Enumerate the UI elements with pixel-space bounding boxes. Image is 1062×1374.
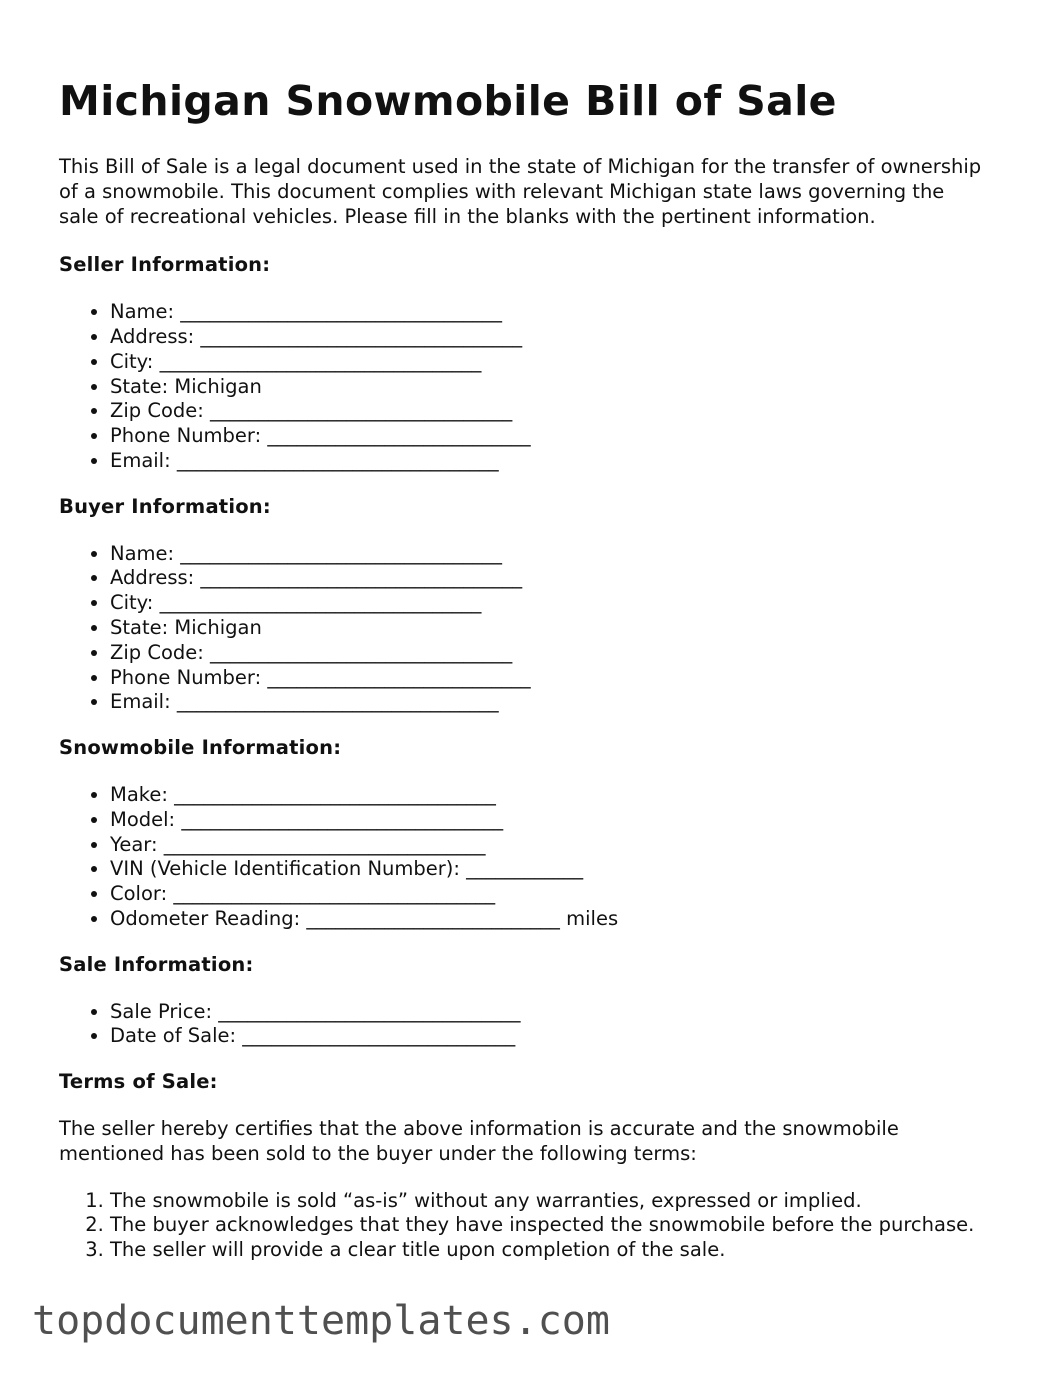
snowmobile-color-field: • Color: _________________________________ [110,882,989,907]
terms-item-inspection: 2. The buyer acknowledges that they have inspected the snowmobile before the purchase. [110,1213,989,1238]
buyer-heading: Buyer Information: [59,494,271,518]
seller-city-field: • City: _________________________________ [110,350,989,375]
snowmobile-year-field: • Year: _________________________________ [110,833,989,858]
intro-paragraph: This Bill of Sale is a legal document used in the state of Michigan for the transfer of ownership of a snowmobile. This document complies with relevant Michigan state laws governing the sale of recreational vehicles. Please fill in the blanks with the pertinent information. [59,155,982,228]
seller-state-field: • State: Michigan [110,375,989,400]
sale-fields [59,1000,989,1050]
seller-fields [59,300,989,474]
document-title: Michigan Snowmobile Bill of Sale [59,77,837,125]
buyer-email-field: • Email: _________________________________ [110,690,989,715]
seller-zip-field: • Zip Code: _______________________________ [110,399,989,424]
seller-address-field: • Address: _________________________________ [110,325,989,350]
buyer-state-field: • State: Michigan [110,616,989,641]
snowmobile-fields [59,783,989,932]
terms-paragraph: The seller hereby certifies that the above information is accurate and the snowmobile mentioned has been sold to the buyer under the following terms: [59,1116,899,1165]
seller-heading: Seller Information: [59,253,271,277]
terms-heading: Terms of Sale: [59,1070,218,1094]
snowmobile-make-field: • Make: _________________________________ [110,783,989,808]
sale-price-field: • Sale Price: _______________________________ [110,1000,989,1025]
document-page [59,76,989,1284]
buyer-fields [59,542,989,716]
snowmobile-model-field: • Model: _________________________________ [110,808,989,833]
seller-email-field: • Email: _________________________________ [110,449,989,474]
buyer-city-field: • City: _________________________________ [110,591,989,616]
snowmobile-vin-field: • VIN (Vehicle Identification Number): ____________ [110,857,989,882]
terms-item-as-is: 1. The snowmobile is sold “as-is” without any warranties, expressed or implied. [110,1189,989,1214]
terms-item-clear-title: 3. The seller will provide a clear title upon completion of the sale. [110,1238,989,1263]
sale-heading: Sale Information: [59,952,254,976]
buyer-phone-field: • Phone Number: ___________________________ [110,666,989,691]
snowmobile-heading: Snowmobile Information: [59,736,342,760]
buyer-name-field: • Name: _________________________________ [110,542,989,567]
buyer-address-field: • Address: _________________________________ [110,566,989,591]
terms-list [59,1189,989,1263]
seller-name-field: • Name: _________________________________ [110,300,989,325]
buyer-zip-field: • Zip Code: _______________________________ [110,641,989,666]
site-watermark: topdocumenttemplates.com [32,1298,610,1344]
sale-date-field: • Date of Sale: ____________________________ [110,1024,989,1049]
snowmobile-odometer-field: • Odometer Reading: __________________________ miles [110,907,989,932]
seller-phone-field: • Phone Number: ___________________________ [110,424,989,449]
